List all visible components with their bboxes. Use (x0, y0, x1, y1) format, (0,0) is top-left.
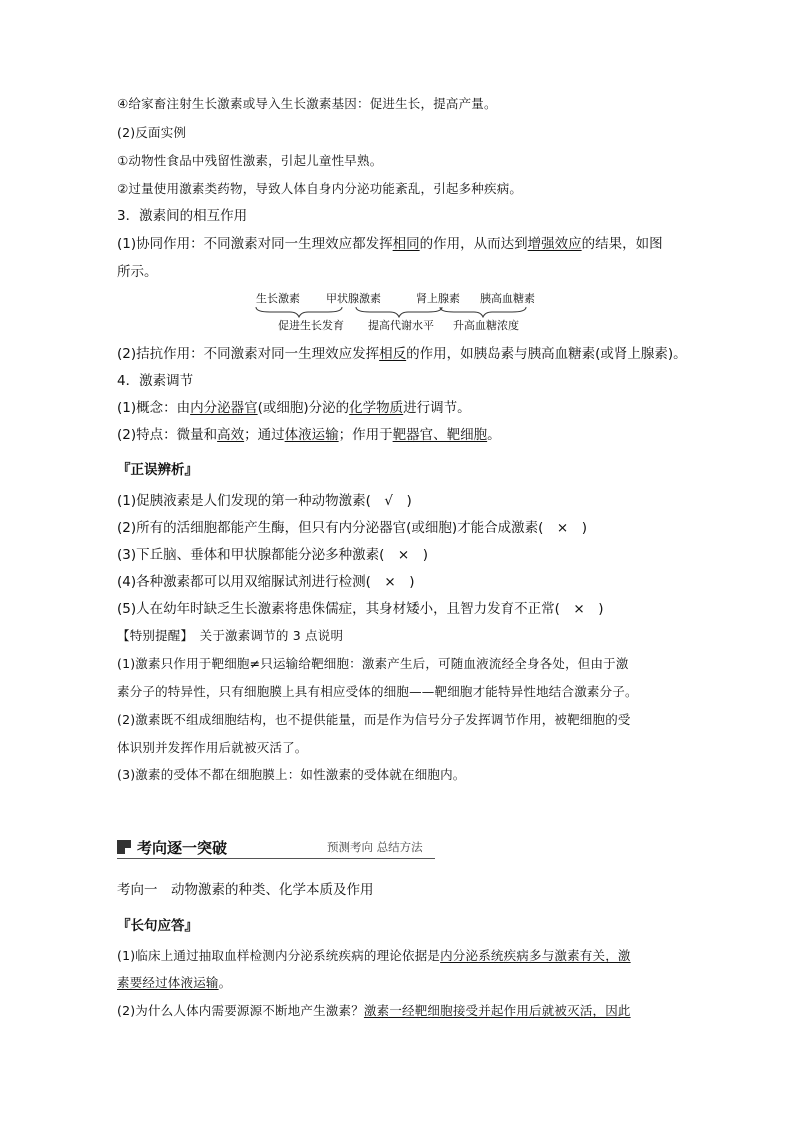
text: 进行调节。 (403, 400, 471, 416)
line-p4: ②过量使用激素类药物，导致人体自身内分泌功能紊乱，引起多种疾病。 (117, 181, 523, 196)
synergy-diagram (250, 290, 550, 334)
effect-label: 升高血糖浓度 (453, 319, 519, 332)
text: (或细胞)分泌的 (257, 400, 350, 416)
brace-lines (250, 306, 550, 318)
judgement-1: (1)促胰液素是人们发现的第一种动物激素( √ ) (117, 493, 412, 509)
hormone-label: 生长激素 (256, 292, 300, 305)
underlined-answer: 激素一经靶细胞接受并起作用后就被灭活，因此 (363, 1003, 631, 1018)
text: ；通过 (244, 427, 285, 443)
effect-label: 提高代谢水平 (368, 319, 434, 332)
heading-4: 4．激素调节 (117, 373, 194, 389)
underlined-term: 体液运输 (284, 427, 339, 443)
hormone-label: 甲状腺激素 (326, 292, 381, 305)
text: 的作用，从而达到 (419, 236, 528, 252)
text: ；作用于 (338, 427, 393, 443)
section-title: 考向逐一突破 (137, 839, 228, 857)
question-1b (117, 974, 231, 992)
text: 的作用，如胰岛素与胰高血糖素(或肾上腺素)。 (406, 346, 687, 362)
judgement-5: (5)人在幼年时缺乏生长激素将患侏儒症，其身材矮小，且智力发育不正常( × ) (117, 601, 604, 617)
text: 。 (218, 975, 232, 990)
section-header (117, 836, 435, 860)
text: 。 (487, 427, 501, 443)
line-p2: (2)反面实例 (117, 125, 187, 140)
tip-1b: 素分子的特异性，只有细胞膜上具有相应受体的细胞——靶细胞才能特异性地结合激素分子。 (117, 684, 638, 699)
question-1a (117, 947, 631, 965)
underlined-term: 相反 (379, 346, 407, 362)
effect-label: 促进生长发育 (278, 319, 344, 332)
underlined-term: 相同 (392, 236, 420, 252)
question-2 (117, 1002, 631, 1020)
text: (2)特点：微量和 (117, 427, 218, 443)
tip-1a: (1)激素只作用于靶细胞≠只运输给靶细胞：激素产生后，可随血液流经全身各处，但由于激 (117, 656, 629, 671)
text: (1)协同作用：不同激素对同一生理效应都发挥 (117, 236, 393, 252)
concept-line (117, 399, 471, 417)
tip-2a: (2)激素既不组成细胞结构，也不提供能量，而是作为信号分子发挥调节作用，被靶细胞的受 (117, 712, 631, 727)
underlined-term: 化学物质 (349, 400, 404, 416)
features-line (117, 426, 501, 444)
judgement-3: (3)下丘脑、垂体和甲状腺都能分泌多种激素( × ) (117, 547, 428, 563)
antagonism-line (117, 345, 687, 363)
section-rule (117, 858, 435, 859)
section-icon (117, 840, 131, 854)
underlined-term: 增强效应 (527, 236, 582, 252)
text: (2)为什么人体内需要源源不断地产生激素？ (117, 1003, 364, 1018)
hormone-label: 胰高血糖素 (480, 292, 535, 305)
line-p3: ①动物性食品中残留性激素，引起儿童性早熟。 (117, 153, 383, 168)
underlined-term: 高效 (217, 427, 245, 443)
direction-title: 考向一 动物激素的种类、化学本质及作用 (117, 882, 374, 898)
line-p1: ④给家畜注射生长激素或导入生长激素基因：促进生长，提高产量。 (117, 96, 497, 111)
heading-3: 3．激素间的相互作用 (117, 208, 248, 224)
brace (256, 307, 342, 317)
underlined-answer: 素要经过体液运输 (117, 975, 219, 990)
synergy-line (117, 235, 663, 253)
tip-3: (3)激素的受体不都在细胞膜上：如性激素的受体就在细胞内。 (117, 767, 466, 782)
synergy-line-2: 所示。 (117, 264, 158, 280)
tag-true-false: 『正误辨析』 (117, 462, 198, 478)
judgement-2: (2)所有的活细胞都能产生酶，但只有内分泌器官(或细胞)才能合成激素( × ) (117, 520, 588, 536)
underlined-term: 靶器官、靶细胞 (392, 427, 488, 443)
text: 的结果，如图 (581, 236, 663, 252)
tip-2b: 体识别并发挥作用后就被灭活了。 (117, 740, 308, 755)
text: (2)拮抗作用：不同激素对同一生理效应发挥 (117, 346, 380, 362)
judgement-4: (4)各种激素都可以用双缩脲试剂进行检测( × ) (117, 574, 415, 590)
section-subtitle: 预测考向 总结方法 (327, 840, 423, 854)
tag-long-answer: 『长句应答』 (117, 918, 198, 934)
brace (356, 307, 442, 317)
brace (440, 307, 526, 317)
underlined-term: 内分泌器官 (190, 400, 258, 416)
underlined-answer: 内分泌系统疾病多与激素有关，激 (440, 948, 631, 963)
tip-title: 【特别提醒】 关于激素调节的 3 点说明 (117, 628, 344, 643)
text: (1)临床上通过抽取血样检测内分泌系统疾病的理论依据是 (117, 948, 441, 963)
text: (1)概念：由 (117, 400, 191, 416)
hormone-label: 肾上腺素 (416, 292, 460, 305)
